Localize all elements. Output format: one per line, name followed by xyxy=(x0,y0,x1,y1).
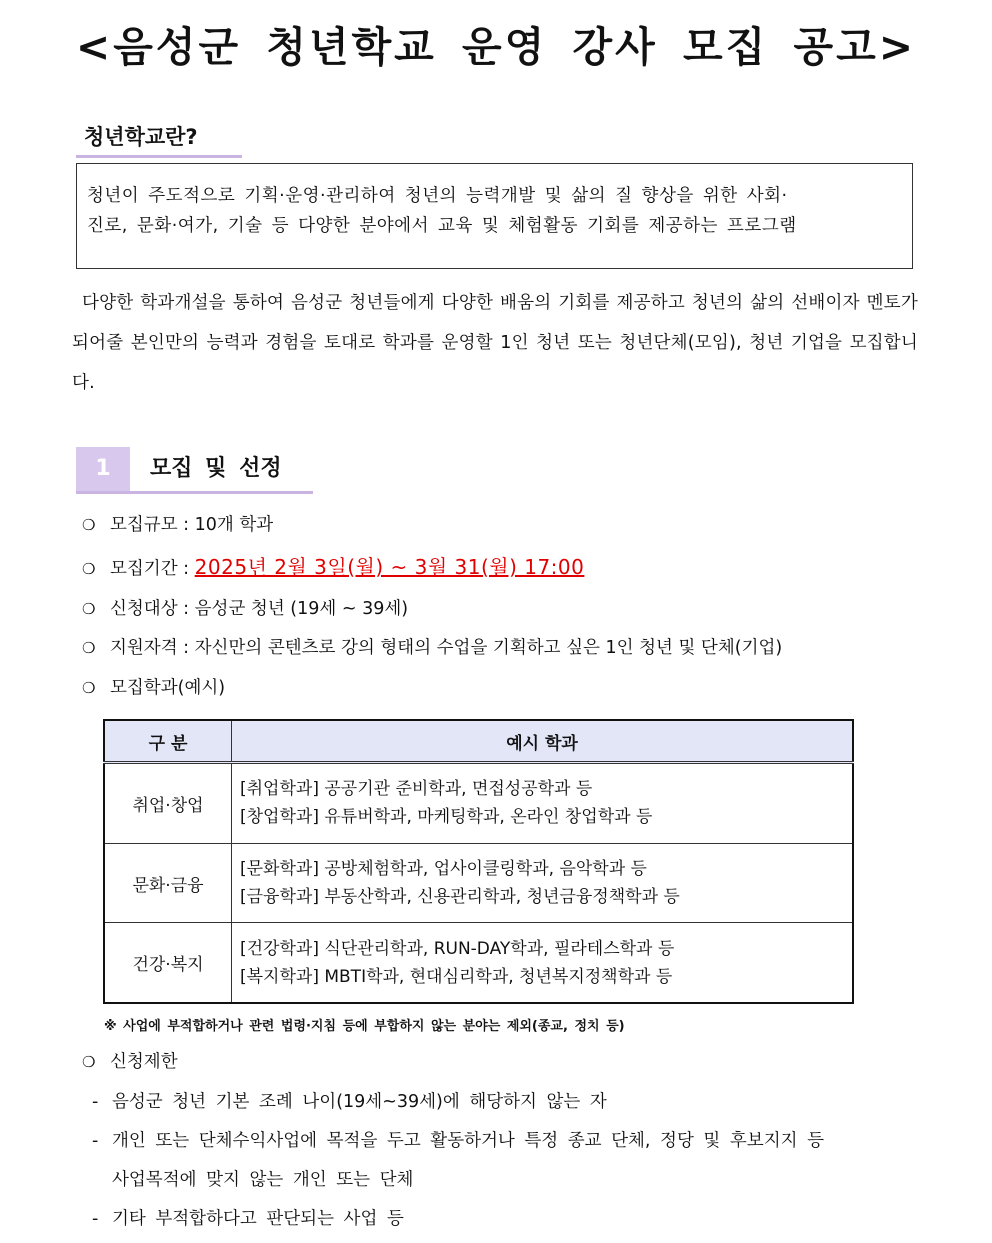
circle-bullet-icon: ❍ xyxy=(82,639,96,657)
circle-bullet-icon: ❍ xyxy=(82,516,96,534)
restriction-item-3: - 기타 부적합하다고 판단되는 사업 등 xyxy=(92,1209,404,1229)
row-category: 취업·창업 xyxy=(104,763,232,844)
table-header-row xyxy=(104,720,853,763)
row-category: 건강·복지 xyxy=(104,923,232,1003)
table-row xyxy=(104,923,853,1003)
section-title: 모집 및 선정 xyxy=(150,456,282,481)
circle-bullet-icon: ❍ xyxy=(82,679,96,697)
bullet-departments: ❍ 모집학과(예시) xyxy=(82,673,225,703)
definition-line-2: 진로, 문화·여가, 기술 등 다양한 분야에서 교육 및 체험활동 기회를 제공하는 프로그램 xyxy=(87,216,797,236)
definition-box xyxy=(76,163,913,269)
table-row xyxy=(104,763,853,844)
exclusion-note: ※ 사업에 부적합하거나 관련 법령·지침 등에 부합하지 않는 분야는 제외(종교, 정치 등) xyxy=(104,1019,625,1034)
period-value: 2025년 2월 3일(월) ~ 3월 31(월) 17:00 xyxy=(194,555,585,579)
intro-paragraph: 다양한 학과개설을 통하여 음성군 청년들에게 다양한 배움의 기회를 제공하고 청년의 삶의 선배이자 멘토가 되어줄 본인만의 능력과 경험을 토대로 학과를 운영할 1인 청년 또는 청년단체(모임), 청년 기업을 모집합니다. xyxy=(72,293,918,393)
row-items: [건강학과] 식단관리학과, RUN-DAY학과, 필라테스학과 등 [복지학과] MBTI학과, 현대심리학과, 청년복지정책학과 등 xyxy=(232,923,854,1003)
definition-line-1: 청년이 주도적으로 기획·운영·관리하여 청년의 능력개발 및 삶의 질 향상을 위한 사회· xyxy=(87,186,788,206)
bullet-restrictions: ❍ 신청제한 xyxy=(82,1047,178,1077)
header-examples: 예시 학과 xyxy=(232,720,854,763)
restriction-item-2-cont: 사업목적에 맞지 않는 개인 또는 단체 xyxy=(112,1170,414,1190)
page-title: <음성군 청년학교 운영 강사 모집 공고> xyxy=(75,23,917,71)
restriction-item-1: - 음성군 청년 기본 조례 나이(19세~39세)에 해당하지 않는 자 xyxy=(92,1092,607,1112)
bullet-target: ❍ 신청대상 : 음성군 청년 (19세 ~ 39세) xyxy=(82,594,408,624)
example-departments-table xyxy=(103,719,854,1004)
circle-bullet-icon: ❍ xyxy=(82,560,96,578)
about-heading: 청년학교란? xyxy=(76,120,242,158)
circle-bullet-icon: ❍ xyxy=(82,600,96,618)
section-1-header xyxy=(76,447,313,494)
restriction-item-2: - 개인 또는 단체수익사업에 목적을 두고 활동하거나 특정 종교 단체, 정당 및 후보지지 등 xyxy=(92,1131,824,1151)
bullet-period: ❍ 모집기간 : 2025년 2월 3일(월) ~ 3월 31(월) 17:00 xyxy=(82,552,584,582)
bullet-scale: ❍ 모집규모 : 10개 학과 xyxy=(82,510,273,540)
section-number: 1 xyxy=(76,447,130,491)
row-items: [문화학과] 공방체험학과, 업사이클링학과, 음악학과 등 [금융학과] 부동산학과, 신용관리학과, 청년금융정책학과 등 xyxy=(232,843,854,922)
row-category: 문화·금융 xyxy=(104,843,232,922)
header-category: 구 분 xyxy=(104,720,232,763)
bullet-qualification: ❍ 지원자격 : 자신만의 콘텐츠로 강의 형태의 수업을 기획하고 싶은 1인 청년 및 단체(기업) xyxy=(82,633,782,663)
circle-bullet-icon: ❍ xyxy=(82,1053,96,1071)
table-row xyxy=(104,843,853,922)
row-items: [취업학과] 공공기관 준비학과, 면접성공학과 등 [창업학과] 유튜버학과, 마케팅학과, 온라인 창업학과 등 xyxy=(232,763,854,844)
